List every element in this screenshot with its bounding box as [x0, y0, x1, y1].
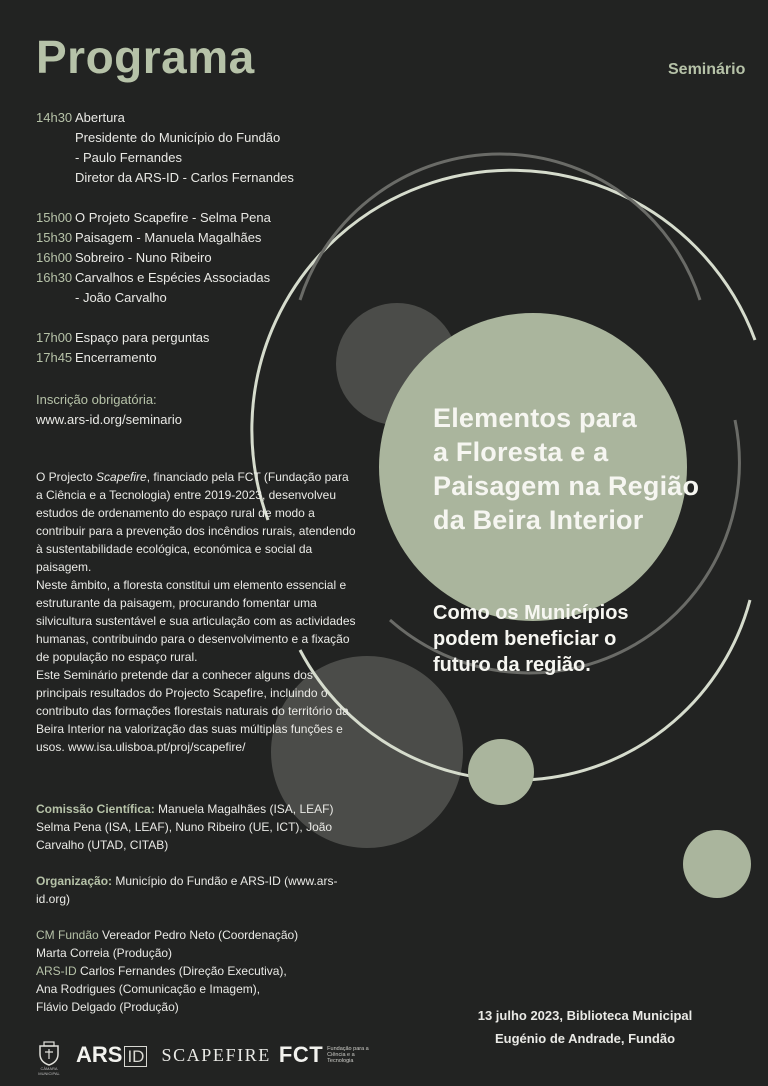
description-text: , financiado pela FCT (Fundação para a Ciência e a Tecnologia) entre 2019-2023, desenvolveu estudos de ordenamento do espaço rural de modo a contribuir para a prevenção dos incêndios rurais, atendendo à sustentabilidade ecológica, económica e social da paisagem. — [36, 470, 356, 574]
registration-link[interactable]: www.ars-id.org/seminario — [36, 412, 182, 427]
registration-label: Inscrição obrigatória: — [36, 392, 157, 407]
headline — [433, 401, 699, 537]
description-paragraph: Neste âmbito, a floresta constitui um elemento essencial e estruturante da paisagem, procurando fomentar uma silvicultura sustentável e sua articulação com as actividades humanas, contribuindo para o desenvolvimento e a fixação de população no espaço rural. — [36, 578, 356, 664]
schedule-time: 15h30 — [36, 230, 73, 245]
project-description — [36, 468, 356, 756]
cm-label: CM Fundão — [36, 928, 99, 942]
subheadline-line: futuro da região. — [433, 654, 591, 676]
schedule-label: Espaço para perguntas — [75, 330, 210, 345]
registration — [36, 390, 182, 430]
scapefire-logo: SCAPEFIRE — [161, 1044, 271, 1065]
schedule-label: Encerramento — [75, 350, 157, 365]
schedule-time: 15h00 — [36, 210, 73, 225]
schedule-label: Presidente do Município do Fundão — [75, 130, 281, 145]
schedule-row — [36, 148, 294, 168]
schedule-row — [36, 228, 294, 248]
id-logo-text: ID — [124, 1046, 147, 1067]
schedule-row — [36, 108, 294, 128]
schedule-time — [36, 148, 75, 168]
schedule-label: Diretor da ARS-ID - Carlos Fernandes — [75, 170, 294, 185]
ars-logo-text: ARS — [76, 1042, 123, 1067]
organization-text: Município do Fundão e ARS-ID (www.ars-id.org) — [36, 874, 338, 906]
schedule-label: Paisagem - Manuela Magalhães — [75, 230, 262, 245]
team — [36, 926, 356, 1016]
scientific-committee — [36, 800, 356, 854]
headline-line: a Floresta e a — [433, 437, 609, 467]
event-date-place: 13 julho 2023, Biblioteca Municipal — [477, 1008, 693, 1023]
fct-caption: Fundação para a Ciência e a Tecnologia — [327, 1046, 369, 1064]
ars-label: ARS-ID — [36, 964, 77, 978]
organization-label: Organização: — [36, 874, 113, 888]
schedule-row — [36, 348, 294, 368]
schedule-row — [36, 268, 294, 288]
schedule — [36, 108, 294, 368]
schedule-time: 16h30 — [36, 270, 73, 285]
schedule-time: 17h00 — [36, 330, 73, 345]
schedule-row — [36, 328, 294, 348]
subheadline-line: Como os Municípios — [433, 602, 629, 624]
schedule-time — [36, 288, 75, 308]
schedule-row — [36, 208, 294, 228]
team-line — [36, 962, 356, 980]
schedule-row — [36, 128, 294, 148]
cm-text: Vereador Pedro Neto (Coordenação) — [98, 928, 299, 942]
headline-line: Elementos para — [433, 403, 637, 433]
project-name: Scapefire — [96, 470, 147, 484]
event-info — [440, 1004, 730, 1050]
description-text: O Projecto — [36, 470, 97, 484]
schedule-label: Sobreiro - Nuno Ribeiro — [75, 250, 212, 265]
schedule-label: Carvalhos e Espécies Associadas — [75, 270, 271, 285]
schedule-label: - Paulo Fernandes — [75, 150, 182, 165]
event-venue: Eugénio de Andrade, Fundão — [494, 1031, 676, 1046]
credits — [36, 800, 356, 1016]
schedule-time: 16h00 — [36, 250, 73, 265]
committee-text: Manuela Magalhães (ISA, LEAF) Selma Pena (ISA, LEAF), Nuno Ribeiro (UE, ICT), João Carvalho (UTAD, CITAB) — [36, 802, 334, 852]
schedule-row — [36, 288, 294, 308]
description-paragraph — [36, 468, 356, 576]
logo-bar — [36, 1040, 369, 1076]
circle-light-small — [468, 739, 534, 805]
description-paragraph: Este Seminário pretende dar a conhecer alguns dos principais resultados do Projecto Scapefire, incluindo o contributo das formações florestais naturais do território da Beira Interior na valorização das suas múltiplas funções e usos. www.isa.ulisboa.pt/proj/scapefire/ — [36, 668, 349, 754]
fct-logo: FCT — [278, 1042, 324, 1067]
schedule-label: O Projeto Scapefire - Selma Pena — [75, 210, 271, 225]
schedule-label: - João Carvalho — [75, 290, 167, 305]
team-line — [36, 926, 356, 944]
page-title: Programa — [36, 31, 255, 83]
municipality-crest-icon — [36, 1040, 62, 1076]
ars-id-logo — [76, 1042, 147, 1068]
ars-text: Carlos Fernandes (Direção Executiva), — [76, 964, 287, 978]
schedule-time — [36, 128, 75, 148]
schedule-time: 17h45 — [36, 350, 73, 365]
schedule-row — [36, 168, 294, 188]
team-line: Flávio Delgado (Produção) — [36, 1000, 179, 1014]
circle-light-right — [683, 830, 751, 898]
subheadline-line: podem beneficiar o — [433, 628, 617, 650]
headline-line: Paisagem na Região — [433, 471, 700, 501]
ring-inner-arc — [300, 154, 700, 300]
team-line: Marta Correia (Produção) — [36, 946, 173, 960]
event-type-label: Seminário — [668, 61, 746, 78]
schedule-row — [36, 248, 294, 268]
municipality-caption: CÂMARA MUNICIPAL — [38, 1066, 60, 1076]
team-line: Ana Rodrigues (Comunicação e Imagem), — [36, 982, 261, 996]
organization — [36, 872, 356, 908]
subheadline — [433, 600, 629, 678]
schedule-time: 14h30 — [36, 110, 73, 125]
committee-label: Comissão Científica: — [36, 802, 155, 816]
schedule-time — [36, 168, 75, 188]
schedule-label: Abertura — [75, 110, 125, 125]
headline-line: da Beira Interior — [433, 505, 644, 535]
